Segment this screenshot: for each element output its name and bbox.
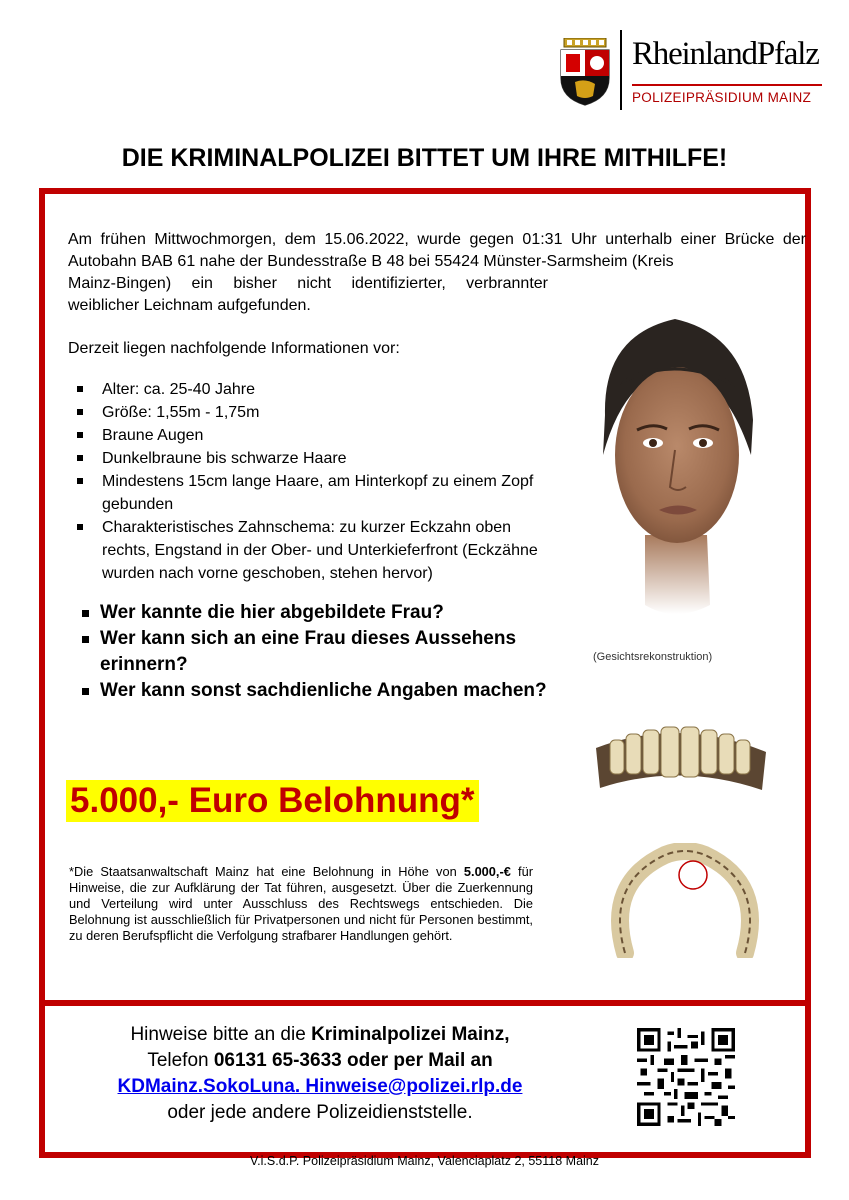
contact-line-2-prefix: Telefon bbox=[147, 1050, 214, 1071]
list-item: Dunkelbraune bis schwarze Haare bbox=[68, 447, 548, 470]
intro-line-2: Mainz-Bingen) ein bisher nicht identifizierter, verbrannter bbox=[68, 275, 548, 292]
upper-teeth-image bbox=[590, 718, 770, 808]
qr-code-icon[interactable] bbox=[637, 1028, 735, 1126]
fineprint-amount: 5.000,-€ bbox=[463, 864, 511, 879]
question-item: Wer kann sonst sachdienliche Angaben machen? bbox=[78, 678, 558, 704]
list-item: Mindestens 15cm lange Haare, am Hinterkopf zu einem Zopf gebunden bbox=[68, 470, 548, 516]
logo-subtitle: POLIZEIPRÄSIDIUM MAINZ bbox=[632, 90, 812, 105]
info-heading: Derzeit liegen nachfolgende Informationen vor: bbox=[68, 340, 400, 357]
contact-email-link[interactable]: KDMainz.SokoLuna. Hinweise@polizei.rlp.de bbox=[117, 1076, 523, 1097]
facts-list bbox=[68, 378, 548, 585]
face-reconstruction-image bbox=[575, 305, 775, 625]
red-divider bbox=[39, 1000, 811, 1006]
reward-fineprint bbox=[69, 864, 533, 944]
logo bbox=[556, 30, 826, 112]
intro-line-3: weiblicher Leichnam aufgefunden. bbox=[68, 297, 311, 314]
contact-line-1 bbox=[60, 1022, 580, 1048]
intro-continuation bbox=[68, 273, 548, 317]
question-item: Wer kann sich an eine Frau dieses Aussehens erinnern? bbox=[78, 626, 558, 678]
logo-name: RheinlandPfalz bbox=[632, 36, 819, 72]
contact-police: Kriminalpolizei Mainz, bbox=[311, 1024, 510, 1045]
list-item: Größe: 1,55m - 1,75m bbox=[68, 401, 548, 424]
question-item: Wer kannte die hier abgebildete Frau? bbox=[78, 600, 558, 626]
face-caption: (Gesichtsrekonstruktion) bbox=[593, 651, 713, 663]
fineprint-after: für Hinweise, die zur Aufklärung der Tat führen, ausgesetzt. Über die Zuerkennung und Verteilung wird unter Ausschluss des Rechtswegs entschieden. Die Belohnung ist ausschließlich für Privatpersonen und nicht für Personen bestimmt, zu deren Berufspflicht die Verfolgung strafbarer Handlungen gehört. bbox=[69, 864, 533, 943]
contact-line-1-prefix: Hinweise bitte an die bbox=[130, 1024, 312, 1045]
list-item: Braune Augen bbox=[68, 424, 548, 447]
footer-imprint: V.i.S.d.P. Polizeipräsidium Mainz, Valenciaplatz 2, 55118 Mainz bbox=[249, 1154, 600, 1168]
contact-block bbox=[60, 1022, 580, 1126]
contact-line-2 bbox=[60, 1048, 580, 1074]
questions-list bbox=[78, 600, 558, 704]
page-title: DIE KRIMINALPOLIZEI BITTET UM IHRE MITHILFE! bbox=[121, 144, 728, 172]
jaw-image bbox=[605, 843, 765, 958]
logo-divider bbox=[620, 30, 622, 110]
intro-paragraph bbox=[68, 229, 806, 273]
rlp-coat-of-arms-icon bbox=[558, 38, 612, 106]
fineprint-before: *Die Staatsanwaltschaft Mainz hat eine Belohnung in Höhe von bbox=[69, 864, 464, 879]
logo-rule bbox=[632, 84, 822, 86]
list-item: Charakteristisches Zahnschema: zu kurzer Eckzahn oben rechts, Engstand in der Ober- und Unterkieferfront (Eckzähne wurden nach vorne geschoben, stehen hervor) bbox=[68, 516, 548, 585]
intro-line-1: Am frühen Mittwochmorgen, dem 15.06.2022, wurde gegen 01:31 Uhr unterhalb einer Brücke der Autobahn BAB 61 nahe der Bundesstraße B 48 bei 55424 Münster-Sarmsheim (Kreis bbox=[68, 231, 806, 270]
contact-line-4: oder jede andere Polizeidienststelle. bbox=[167, 1102, 473, 1123]
reward-banner: 5.000,- Euro Belohnung* bbox=[66, 780, 479, 822]
contact-phone: 06131 65-3633 oder per Mail an bbox=[213, 1050, 493, 1071]
list-item: Alter: ca. 25-40 Jahre bbox=[68, 378, 548, 401]
